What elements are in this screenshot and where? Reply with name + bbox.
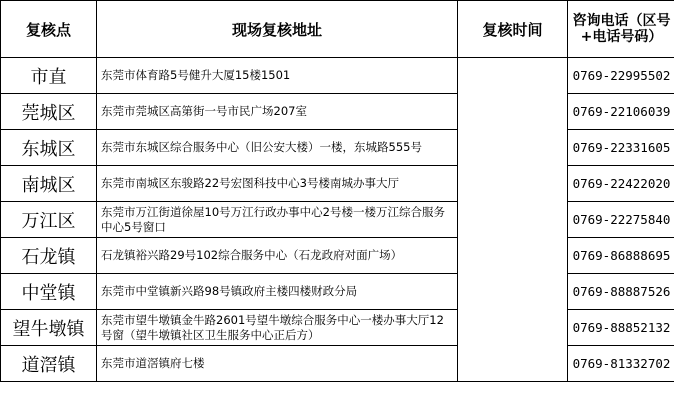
- phone-number: 0769-81332702: [568, 346, 674, 382]
- table-row: [1, 94, 674, 130]
- phone-number: 0769-22995502: [568, 58, 674, 94]
- review-time-cell: [458, 58, 568, 382]
- table-row: [1, 274, 674, 310]
- table-row: [1, 238, 674, 274]
- review-point: 中堂镇: [1, 274, 97, 310]
- header-point: 复核点: [1, 1, 97, 58]
- review-address: 东莞市中堂镇新兴路98号镇政府主楼四楼财政分局: [97, 274, 458, 310]
- review-address: 东莞市望牛墩镇金牛路2601号望牛墩综合服务中心一楼办事大厅12号窗（望牛墩镇社区卫生服务中心正后方）: [97, 310, 458, 346]
- review-point: 市直: [1, 58, 97, 94]
- table-header-row: [1, 1, 674, 58]
- phone-number: 0769-22331605: [568, 130, 674, 166]
- review-address: 东莞市体育路5号健升大厦15楼1501: [97, 58, 458, 94]
- review-point: 石龙镇: [1, 238, 97, 274]
- header-address: 现场复核地址: [97, 1, 458, 58]
- table-row: [1, 166, 674, 202]
- phone-number: 0769-22106039: [568, 94, 674, 130]
- review-address: 石龙镇裕兴路29号102综合服务中心（石龙政府对面广场）: [97, 238, 458, 274]
- table-row: [1, 130, 674, 166]
- review-point: 道滘镇: [1, 346, 97, 382]
- phone-number: 0769-88887526: [568, 274, 674, 310]
- table-row: [1, 310, 674, 346]
- table-row: [1, 58, 674, 94]
- review-point: 万江区: [1, 202, 97, 238]
- phone-number: 0769-22275840: [568, 202, 674, 238]
- phone-number: 0769-22422020: [568, 166, 674, 202]
- review-point: 望牛墩镇: [1, 310, 97, 346]
- review-address: 东莞市道滘镇府七楼: [97, 346, 458, 382]
- header-phone: 咨询电话（区号+电话号码）: [568, 1, 674, 58]
- review-point: 南城区: [1, 166, 97, 202]
- phone-number: 0769-88852132: [568, 310, 674, 346]
- phone-number: 0769-86888695: [568, 238, 674, 274]
- header-time: 复核时间: [458, 1, 568, 58]
- review-address: 东莞市南城区东骏路22号宏图科技中心3号楼南城办事大厅: [97, 166, 458, 202]
- review-address: 东莞市万江街道徐屋10号万江行政办事中心2号楼一楼万江综合服务中心5号窗口: [97, 202, 458, 238]
- review-point: 莞城区: [1, 94, 97, 130]
- review-address: 东莞市莞城区高第街一号市民广场207室: [97, 94, 458, 130]
- table-row: [1, 346, 674, 382]
- table-row: [1, 202, 674, 238]
- review-point: 东城区: [1, 130, 97, 166]
- review-address: 东莞市东城区综合服务中心（旧公安大楼）一楼，东城路555号: [97, 130, 458, 166]
